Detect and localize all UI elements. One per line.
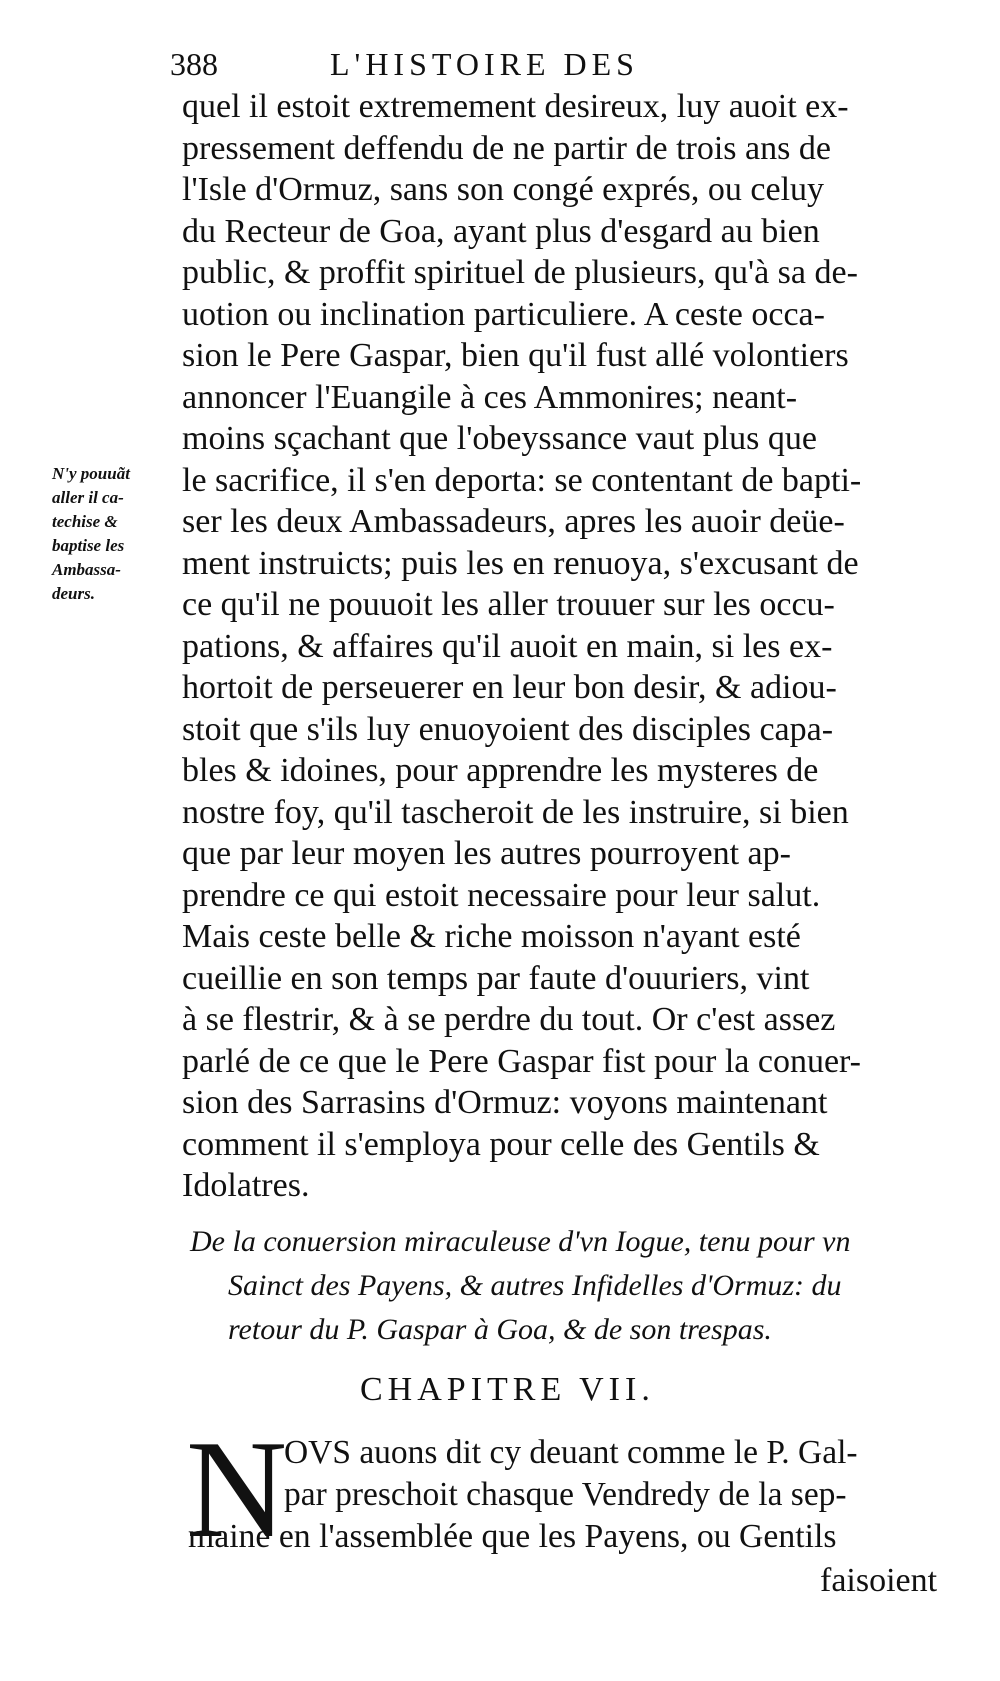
text-line: stoit que s'ils luy enuoyoient des disciples capa- (182, 710, 834, 748)
text-line: cueillie en son temps par faute d'ouuriers, vint (182, 959, 810, 997)
text-line: à se flestrir, & à se perdre du tout. Or c'est assez (182, 1001, 836, 1038)
heading-line: De la conuersion miraculeuse d'vn Iogue, tenu pour vn (190, 1225, 851, 1258)
main-text-block (182, 86, 922, 1207)
text-line: par preschoit chasque Vendredy de la sep- (284, 1476, 847, 1513)
text-line: que par leur moyen les autres pourroyent ap- (182, 835, 791, 872)
text-line: maine en l'assemblée que les Payens, ou Gentils (188, 1518, 837, 1555)
margin-note-line: aller il ca- (52, 488, 124, 507)
margin-note-line: baptise les (52, 536, 125, 555)
text-line: parlé de ce que le Pere Gaspar fist pour la conuer- (182, 1042, 862, 1080)
margin-note-line: techise & (52, 512, 118, 531)
text-line: pations, & affaires qu'il auoit en main, si les ex- (182, 627, 833, 665)
text-line: ce qu'il ne pouuoit les aller trouuer sur les occu- (182, 586, 835, 623)
text-line: uotion ou inclination particuliere. A ceste occa- (182, 295, 825, 333)
text-line: Idolatres. (182, 1167, 310, 1204)
page-number: 388 (170, 46, 218, 82)
text-line: l'Isle d'Ormuz, sans son congé exprés, ou celuy (182, 171, 825, 208)
text-line: Mais ceste belle & riche moisson n'ayant esté (182, 918, 801, 955)
text-line: comment il s'employa pour celle des Gentils & (182, 1125, 820, 1163)
margin-note-line: deurs. (52, 584, 95, 603)
text-line: nostre foy, qu'il tascheroit de les instruire, si bien (182, 793, 849, 831)
heading-line: Sainct des Payens, & autres Infidelles d'Ormuz: du (228, 1269, 842, 1302)
text-line: quel il estoit extremement desireux, luy auoit ex- (182, 88, 849, 125)
text-line: prendre ce qui estoit necessaire pour leur salut. (182, 876, 821, 914)
text-line: pressement deffendu de ne partir de trois ans de (182, 129, 831, 167)
marginal-note (52, 462, 182, 606)
text-line: OVS auons dit cy deuant comme le P. Gal- (284, 1434, 858, 1471)
heading-line: retour du P. Gaspar à Goa, & de son trespas. (228, 1313, 772, 1346)
text-line: moins sçachant que l'obeyssance vaut plus que (182, 420, 817, 457)
text-line: bles & idoines, pour apprendre les mysteres de (182, 752, 819, 789)
text-line: du Recteur de Goa, ayant plus d'esgard au bien (182, 212, 820, 250)
section-heading (190, 1220, 930, 1352)
text-line: sion des Sarrasins d'Ormuz: voyons maintenant (182, 1084, 828, 1121)
text-line: public, & proffit spirituel de plusieurs, qu'à sa de- (182, 254, 858, 291)
text-line: ser les deux Ambassadeurs, apres les auoir deüe- (182, 503, 845, 540)
chapter-title: CHAPITRE VII. (360, 1371, 655, 1408)
text-line: annoncer l'Euangile à ces Ammonires; neant- (182, 378, 798, 416)
margin-note-line: Ambassa- (52, 560, 121, 579)
text-line: hortoit de perseuerer en leur bon desir, & adiou- (182, 669, 837, 706)
text-line: sion le Pere Gaspar, bien qu'il fust allé volontiers (182, 337, 849, 374)
running-header (170, 44, 810, 84)
text-line: le sacrifice, il s'en deporta: se contentant de bapti- (182, 461, 862, 499)
drop-cap: N (186, 1412, 288, 1567)
text-line: ment instruicts; puis les en renuoya, s'excusant de (182, 544, 859, 582)
chapter-opening-text (188, 1432, 934, 1558)
running-title: L'HISTOIRE DES (330, 46, 639, 82)
catchword: faisoient (820, 1562, 938, 1599)
margin-note-line: N'y pouuãt (52, 464, 130, 483)
